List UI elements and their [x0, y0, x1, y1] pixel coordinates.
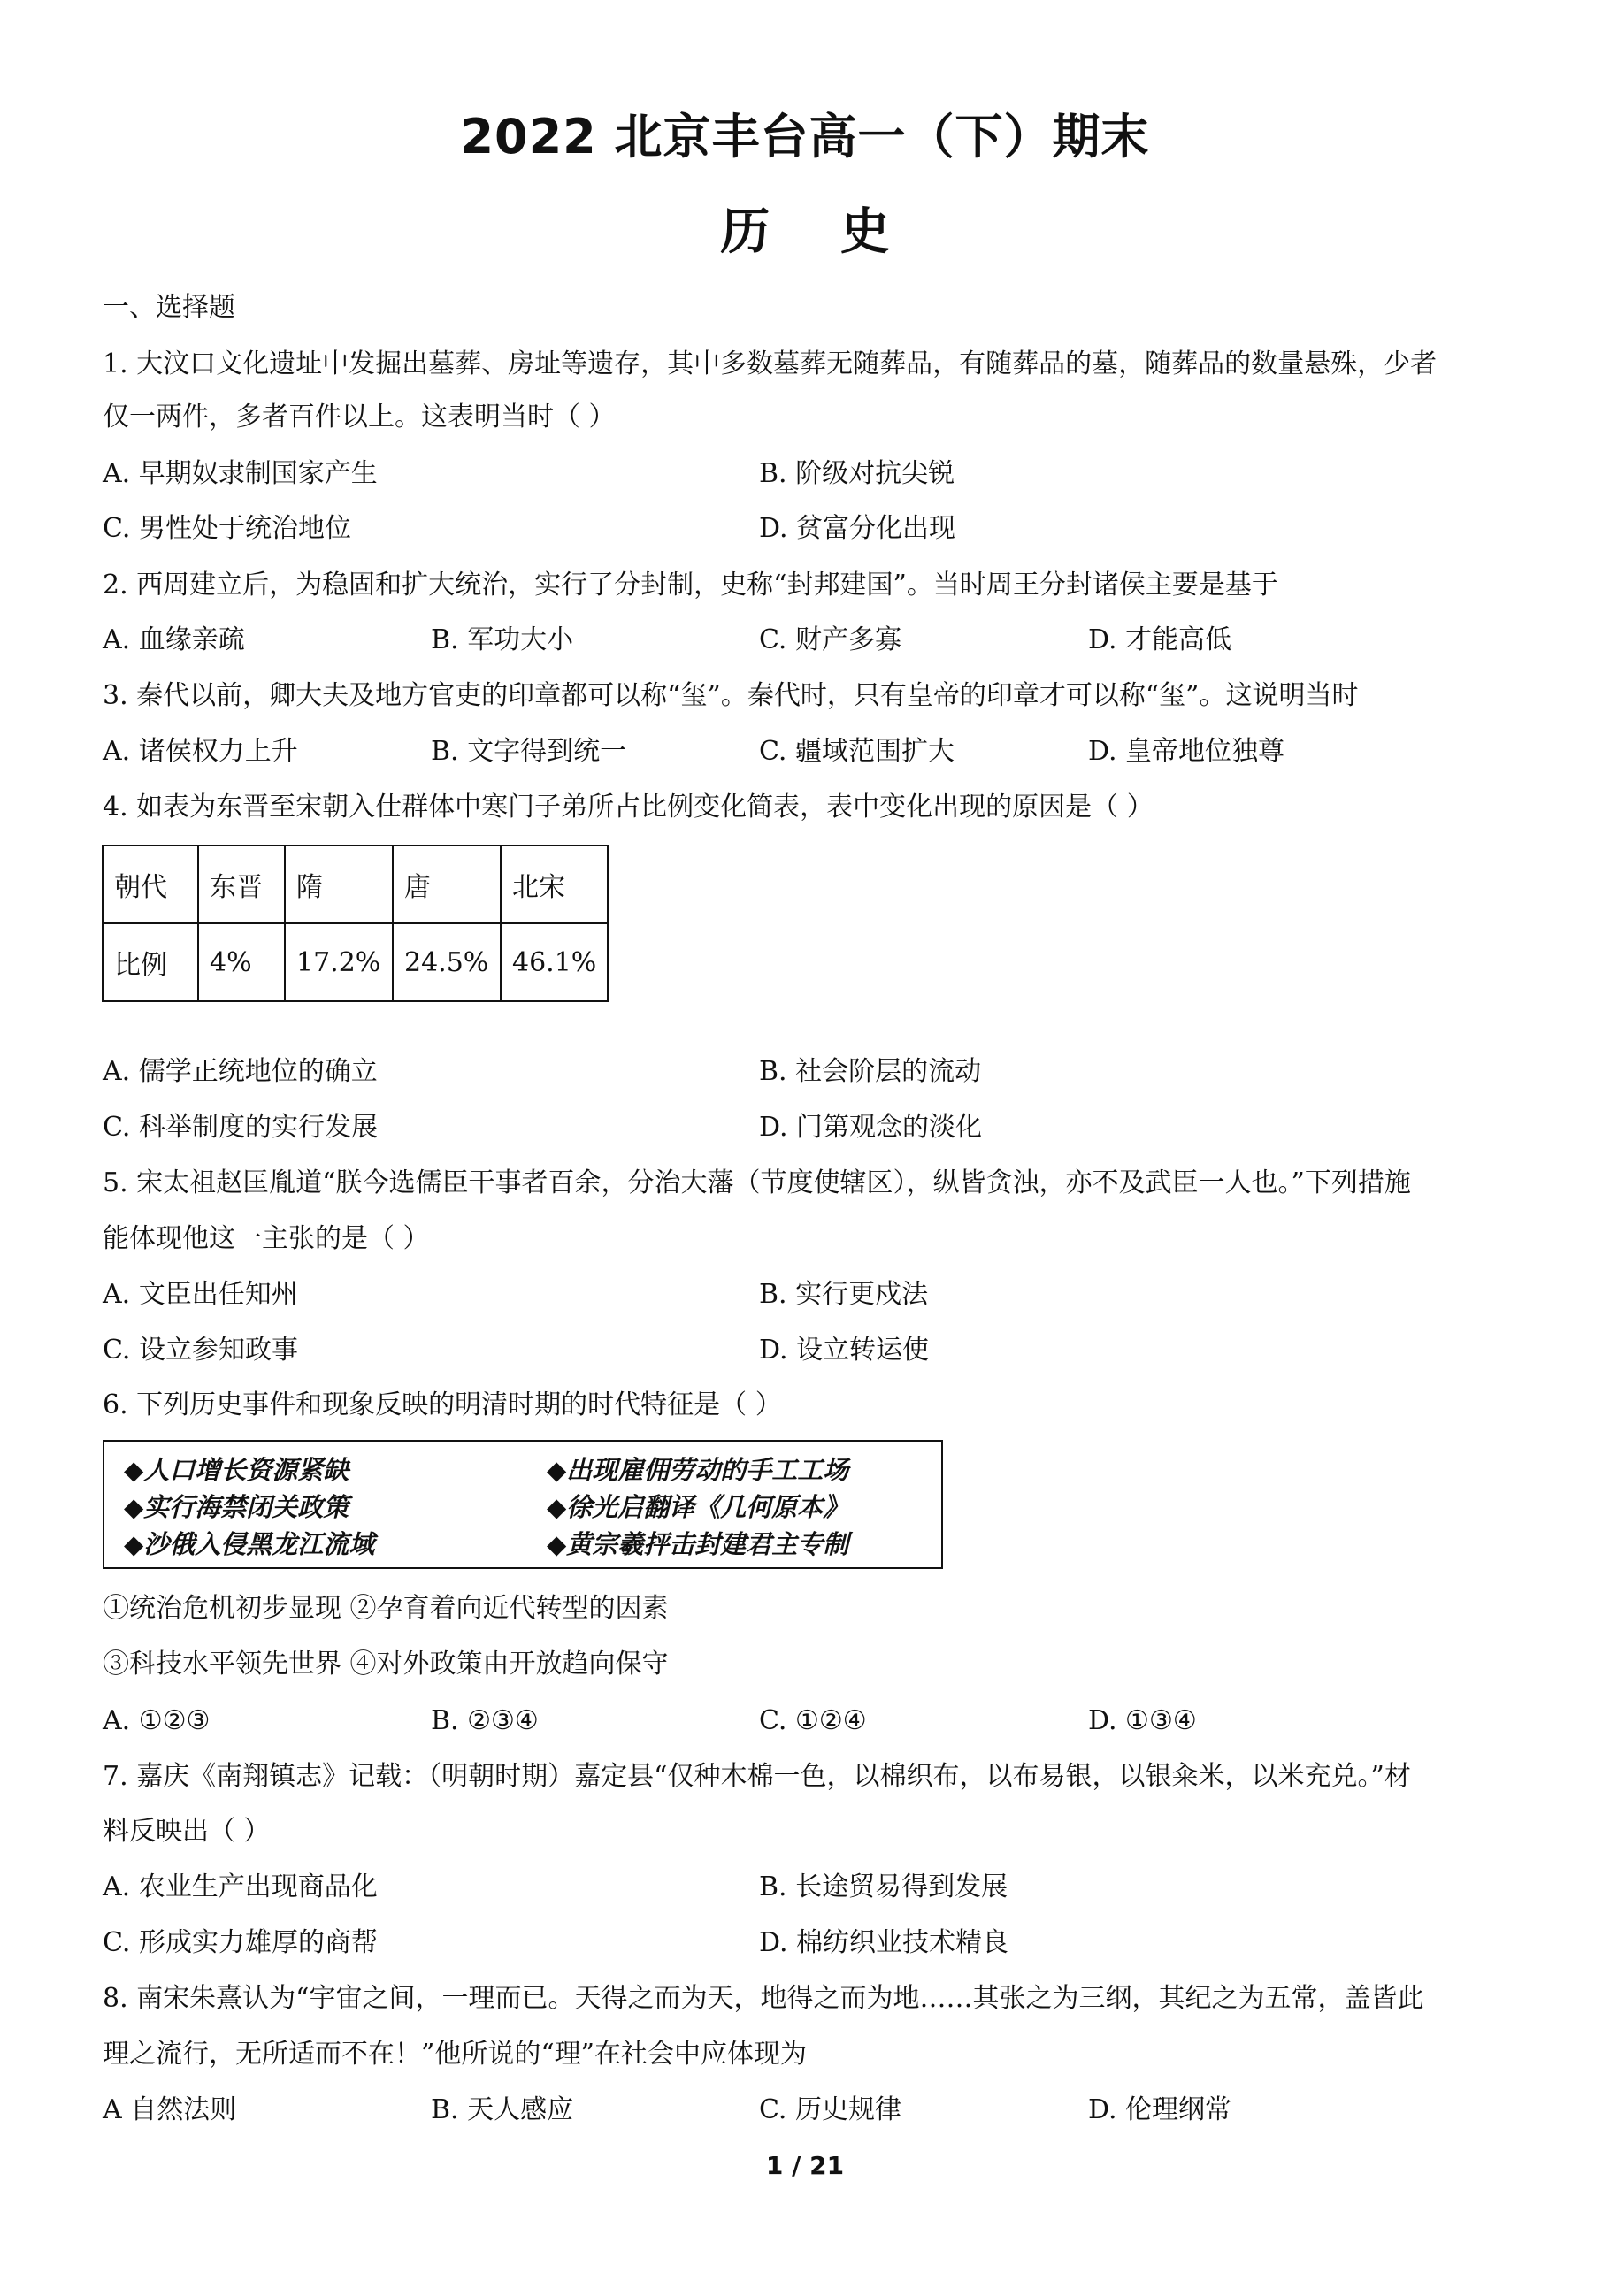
q5-option-d: D. 设立转运使 — [759, 1335, 930, 1366]
q7-option-c: C. 形成实力雄厚的商帮 — [103, 1927, 378, 1958]
box-item: ◆出现雇佣劳动的手工工场 — [547, 1455, 849, 1485]
q8-stem-line-2: 理之流行，无所适而不在！”他所说的“理”在社会中应体现为 — [103, 2039, 808, 2070]
q1-option-b: B. 阶级对抗尖锐 — [759, 458, 955, 489]
q8-option-a: A 自然法则 — [103, 2094, 237, 2125]
q2-stem: 2. 西周建立后，为稳固和扩大统治，实行了分封制，史称“封邦建国”。当时周王分封诸侯主要是基于 — [103, 570, 1278, 601]
q6-sub-line-2: ③科技水平领先世界 ④对外政策由开放趋向保守 — [103, 1649, 669, 1680]
q6-option-c: C. ①②④ — [759, 1705, 867, 1736]
q8-stem-line-1: 8. 南宋朱熹认为“宇宙之间，一理而已。天得之而为天，地得之而为地……其张之为三纲，其纪之为五常，盖皆此 — [103, 1983, 1424, 2014]
table-cell: 17.2% — [285, 923, 393, 1001]
q6-option-b: B. ②③④ — [431, 1705, 539, 1736]
q8-option-b: B. 天人感应 — [431, 2094, 574, 2125]
q4-option-c: C. 科举制度的实行发展 — [103, 1112, 378, 1143]
q3-option-c: C. 疆域范围扩大 — [759, 736, 954, 767]
table-cell: 比例 — [103, 923, 198, 1001]
q2-option-a: A. 血缘亲疏 — [103, 624, 245, 655]
page-number: 1 / 21 — [765, 2151, 845, 2180]
q6-sub-line-1: ①统治危机初步显现 ②孕育着向近代转型的因素 — [103, 1593, 669, 1624]
q1-option-a: A. 早期奴隶制国家产生 — [103, 458, 378, 489]
q3-stem: 3. 秦代以前，卿大夫及地方官吏的印章都可以称“玺”。秦代时，只有皇帝的印章才可以称“玺”。这说明当时 — [103, 680, 1359, 711]
q1-option-c: C. 男性处于统治地位 — [103, 513, 351, 544]
q5-option-a: A. 文臣出任知州 — [103, 1279, 298, 1310]
box-item: ◆徐光启翻译《几何原本》 — [547, 1492, 849, 1522]
table-cell: 4% — [198, 923, 285, 1001]
q7-option-d: D. 棉纺织业技术精良 — [759, 1927, 1009, 1958]
q7-option-a: A. 农业生产出现商品化 — [103, 1871, 378, 1902]
table-row — [103, 923, 608, 1001]
ratio-table — [102, 845, 609, 1002]
box-item: ◆人口增长资源紧缺 — [124, 1455, 349, 1485]
table-cell: 46.1% — [501, 923, 608, 1001]
subject-title: 历 史 — [720, 203, 890, 261]
q4-option-b: B. 社会阶层的流动 — [759, 1056, 982, 1087]
q6-material-box — [103, 1440, 943, 1569]
table-cell: 唐 — [393, 846, 501, 923]
q3-option-b: B. 文字得到统一 — [431, 736, 627, 767]
q1-option-d: D. 贫富分化出现 — [759, 513, 956, 544]
q6-stem: 6. 下列历史事件和现象反映的明清时期的时代特征是（ ） — [103, 1389, 782, 1420]
q8-option-c: C. 历史规律 — [759, 2094, 901, 2125]
q8-option-d: D. 伦理纲常 — [1088, 2094, 1232, 2125]
table-cell: 东晋 — [198, 846, 285, 923]
q2-option-d: D. 才能高低 — [1088, 624, 1232, 655]
table-cell: 24.5% — [393, 923, 501, 1001]
box-item: ◆实行海禁闭关政策 — [124, 1492, 349, 1522]
q4-stem: 4. 如表为东晋至宋朝入仕群体中寒门子弟所占比例变化简表，表中变化出现的原因是（ ） — [103, 792, 1154, 823]
q7-stem-line-1: 7. 嘉庆《南翔镇志》记载：（明朝时期）嘉定县“仅种木棉一色，以棉织布，以布易银，以银籴米，以米充兑。”材 — [103, 1761, 1411, 1792]
q5-stem-line-2: 能体现他这一主张的是（ ） — [103, 1223, 430, 1254]
q5-stem-line-1: 5. 宋太祖赵匡胤道“朕今选儒臣干事者百余，分治大藩（节度使辖区），纵皆贪浊，亦不及武臣一人也。”下列措施 — [103, 1167, 1411, 1198]
q2-option-c: C. 财产多寡 — [759, 624, 901, 655]
q4-option-d: D. 门第观念的淡化 — [759, 1112, 983, 1143]
table-row — [103, 846, 608, 923]
box-item: ◆黄宗羲抨击封建君主专制 — [547, 1529, 849, 1559]
q1-stem-line-2: 仅一两件，多者百件以上。这表明当时（ ） — [103, 402, 616, 432]
table-cell: 隋 — [285, 846, 393, 923]
table-cell: 朝代 — [103, 846, 198, 923]
q4-option-a: A. 儒学正统地位的确立 — [103, 1056, 378, 1087]
box-item: ◆沙俄入侵黑龙江流域 — [124, 1529, 375, 1559]
q3-option-a: A. 诸侯权力上升 — [103, 736, 298, 767]
exam-title: 2022 北京丰台高一（下）期末 — [460, 109, 1150, 165]
q1-stem-line-1: 1. 大汶口文化遗址中发掘出墓葬、房址等遗存，其中多数墓葬无随葬品，有随葬品的墓，随葬品的数量悬殊，少者 — [103, 348, 1438, 379]
q6-option-a: A. ①②③ — [103, 1705, 211, 1736]
table-cell: 北宋 — [501, 846, 608, 923]
q5-option-c: C. 设立参知政事 — [103, 1335, 298, 1366]
q7-stem-line-2: 料反映出（ ） — [103, 1816, 271, 1847]
q2-option-b: B. 军功大小 — [431, 624, 574, 655]
q3-option-d: D. 皇帝地位独尊 — [1088, 736, 1285, 767]
q6-option-d: D. ①③④ — [1088, 1705, 1197, 1736]
section-heading: 一、选择题 — [103, 292, 235, 323]
q5-option-b: B. 实行更戍法 — [759, 1279, 929, 1310]
q7-option-b: B. 长途贸易得到发展 — [759, 1871, 1008, 1902]
